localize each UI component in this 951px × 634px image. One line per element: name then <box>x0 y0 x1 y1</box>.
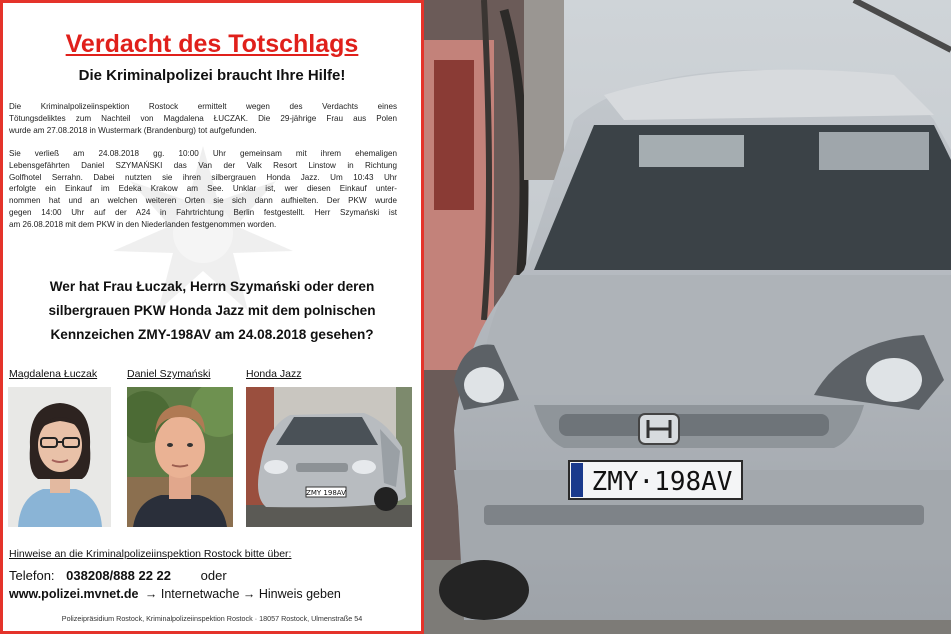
question-line: silbergrauen PKW Honda Jazz mit dem polnischen <box>48 303 376 318</box>
license-plate <box>569 461 742 499</box>
caption-car: Honda Jazz <box>246 368 302 380</box>
paragraph-line: Lebensgefährten Daniel SZYMAŃSKI das Van der Valk Resort Linstow in Richtung <box>9 160 397 170</box>
car-photo-small <box>246 387 412 527</box>
paragraph-intro <box>9 101 397 136</box>
poster-title: Verdacht des Totschlags <box>65 30 359 58</box>
paragraph-line: Sie verließ am 24.08.2018 gg. 10:00 Uhr gemeinsam mit ihrem ehemaligen <box>9 149 397 158</box>
small-plate-text: ZMY 198AV <box>306 489 346 497</box>
car-surveillance-photo <box>424 0 951 634</box>
victim-photo <box>8 387 111 527</box>
poster-subtitle: Die Kriminalpolizei braucht Ihre Hilfe! <box>78 67 346 84</box>
web-path: → Internetwache → Hinweis geben <box>144 587 341 601</box>
paragraph-line: nommen hat und an welchen weiteren Orten sie sich dann aufhielten. Der PKW wurde <box>9 196 397 206</box>
paragraph-line: am 26.08.2018 mit dem PKW in den Niederlanden festgenommen worden. <box>9 219 277 229</box>
wanted-poster <box>0 0 424 634</box>
paragraph-line: Tötungsdeliktes zum Nachteil von Magdalena ŁUCZAK. Die 29-jährige Frau aus Polen <box>9 113 397 123</box>
paragraph-line: erfolgte ein Einkauf im Edeka Krakow am See. Unklar ist, wer diesen Einkauf unter- <box>9 184 397 194</box>
phone-line <box>9 568 227 583</box>
contact-hint: Hinweise an die Kriminalpolizeiinspektion Rostock bitte über: <box>9 548 292 560</box>
paragraph-line: Die Kriminalpolizeiinspektion Rostock ermittelt wegen des Verdachts eines <box>9 102 397 111</box>
web-line <box>9 587 341 601</box>
caption-suspect: Daniel Szymański <box>127 368 211 380</box>
eu-flag-icon <box>571 463 583 497</box>
honda-logo-icon <box>639 414 679 444</box>
question-line: Kennzeichen ZMY-198AV am 24.08.2018 gesehen? <box>50 327 374 342</box>
phone-label: Telefon: <box>9 568 55 583</box>
poster-footer: Polizeipräsidium Rostock, Kriminalpolizeiinspektion Rostock · 18057 Rostock, Ulmenstraße 54 <box>61 614 363 623</box>
phone-or: oder <box>200 568 227 583</box>
suspect-photo <box>127 387 233 527</box>
paragraph-line: gegen 14:00 Uhr auf der A24 in Fahrtrichtung Berlin festgestellt. Herr Szymański ist <box>9 207 397 217</box>
caption-victim: Magdalena Łuczak <box>9 368 98 380</box>
paragraph-line: wurde am 27.08.2018 in Wustermark (Brandenburg) tot aufgefunden. <box>9 125 257 135</box>
phone-number[interactable]: 038208/888 22 22 <box>66 568 171 583</box>
license-plate-text: ZMY·198AV <box>591 467 733 497</box>
paragraph-line: Golfhotel Serrahn. Dabei nutzten sie ihren silbergrauen Honda Jazz. Um 10:43 Uhr <box>9 172 397 182</box>
appeal-question <box>3 275 421 347</box>
web-link[interactable]: www.polizei.mvnet.de <box>9 587 139 601</box>
paragraph-details <box>9 148 397 231</box>
question-line: Wer hat Frau Łuczak, Herrn Szymański oder deren <box>49 279 375 294</box>
